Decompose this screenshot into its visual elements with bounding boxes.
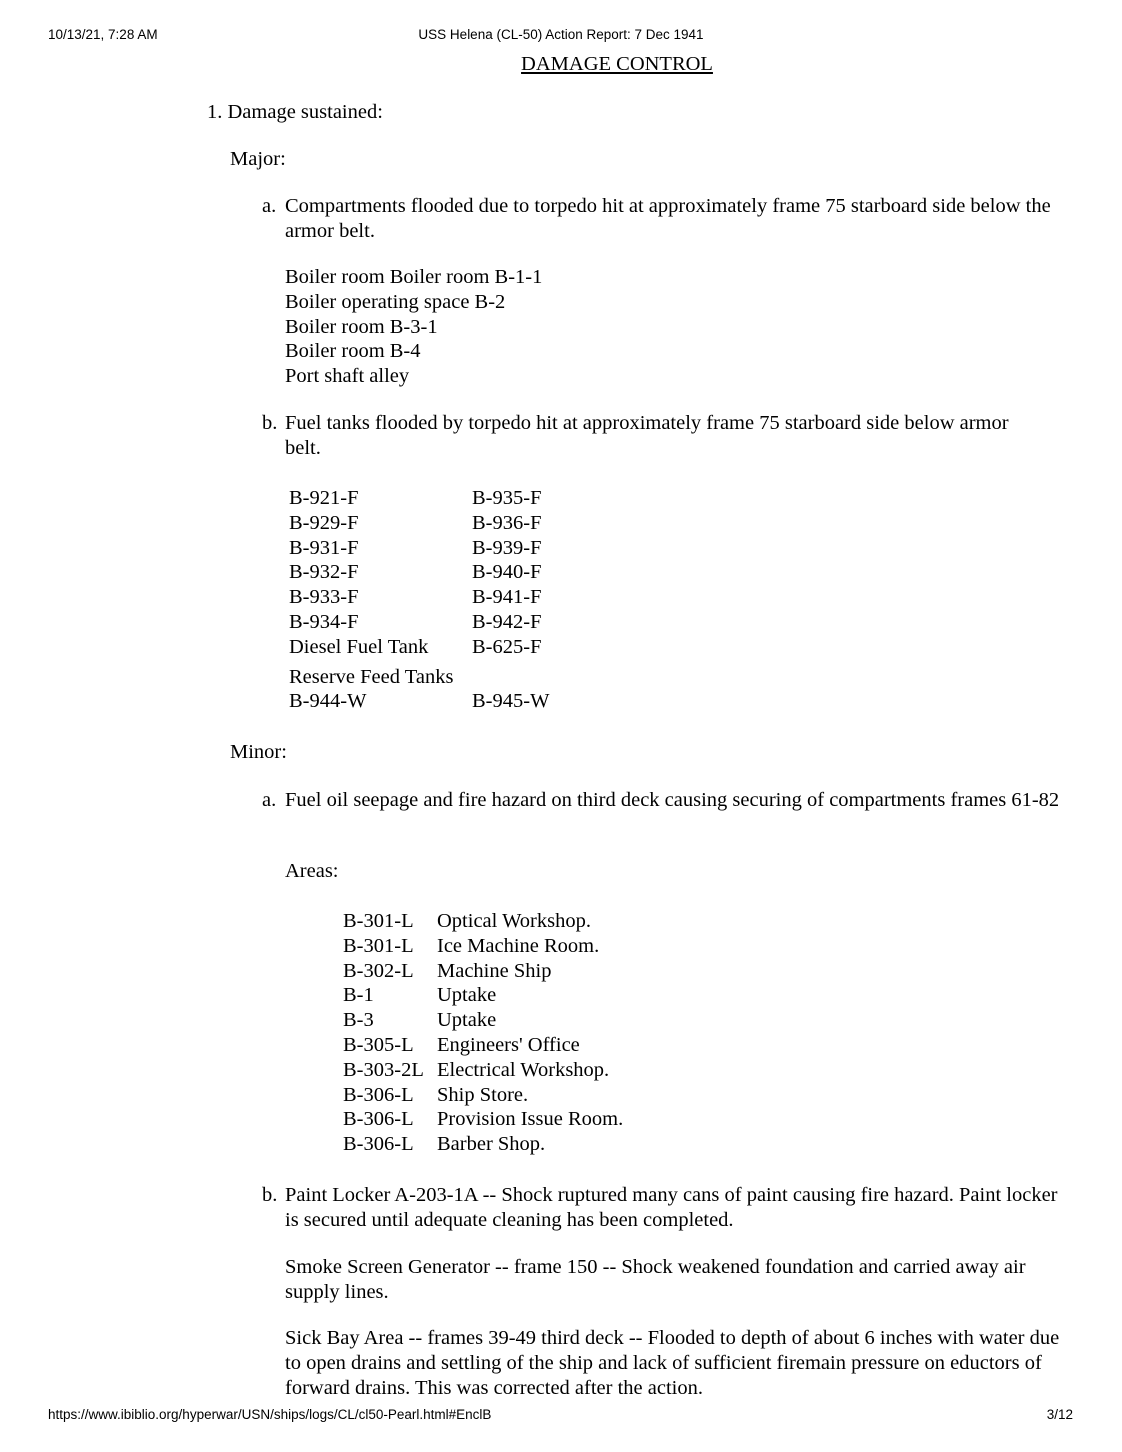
area-name: Uptake: [437, 1009, 497, 1032]
item-1-marker: 1.: [207, 101, 223, 123]
tank-cell: B-942-F: [472, 610, 542, 633]
tank-cell: B-941-F: [472, 586, 542, 609]
table-row: [343, 1083, 623, 1108]
area-code: B-305-L: [343, 1033, 414, 1056]
major-item-b: [262, 411, 1022, 461]
minor-b-marker: b.: [262, 1184, 278, 1206]
area-name: Ice Machine Room.: [437, 934, 600, 957]
area-code: B-3: [343, 1009, 374, 1032]
print-datetime: 10/13/21, 7:28 AM: [48, 27, 158, 42]
tank-cell: B-939-F: [472, 536, 542, 559]
minor-heading: Minor:: [230, 741, 287, 763]
major-b-text: Fuel tanks flooded by torpedo hit at approximately frame 75 starboard side below armor belt.: [285, 412, 1009, 459]
area-code: B-301-L: [343, 910, 414, 932]
smoke-screen-paragraph: Smoke Screen Generator -- frame 150 -- Shock weakened foundation and carried away air supply lines.: [285, 1256, 1026, 1303]
tank-cell: B-934-F: [289, 610, 359, 633]
flooded-compartments-list: [285, 265, 542, 389]
reserve-tanks-table: [285, 689, 553, 714]
major-a-text: Compartments flooded due to torpedo hit at approximately frame 75 starboard side below the armor belt.: [285, 195, 1051, 242]
sick-bay-paragraph: Sick Bay Area -- frames 39-49 third deck -- Flooded to depth of about 6 inches with water due to open drains and settling of the ship and lack of sufficient firemain pressure on eductors of forward drains. This was corrected after the action.: [285, 1327, 1060, 1399]
table-row: [285, 585, 545, 610]
table-row: [285, 486, 545, 511]
area-code: B-303-2L: [343, 1058, 424, 1081]
area-code: B-306-L: [343, 1108, 414, 1131]
table-row: [343, 1132, 623, 1157]
compartment-item: Boiler room B-3-1: [285, 315, 438, 338]
minor-a-text: Fuel oil seepage and fire hazard on third deck causing securing of compartments frames 61-82: [285, 789, 1060, 811]
fuel-tanks-table: [285, 486, 545, 660]
table-row: [343, 1033, 623, 1058]
tank-cell: B-935-F: [472, 487, 542, 509]
area-name: Electrical Workshop.: [437, 1058, 610, 1081]
area-code: B-306-L: [343, 1083, 414, 1106]
area-code: B-302-L: [343, 959, 414, 982]
table-row: [285, 610, 545, 635]
area-name: Machine Ship: [437, 959, 552, 982]
tank-cell: B-921-F: [289, 487, 359, 509]
area-code: B-1: [343, 984, 374, 1007]
compartment-item: Boiler operating space B-2: [285, 290, 506, 313]
print-doc-title: USS Helena (CL-50) Action Report: 7 Dec 1941: [418, 27, 704, 42]
table-row: [285, 635, 545, 660]
tank-cell: B-944-W: [289, 690, 367, 712]
tank-cell: B-931-F: [289, 536, 359, 559]
major-a-marker: a.: [262, 195, 277, 217]
reserve-feed-tanks-heading: Reserve Feed Tanks: [289, 666, 454, 688]
table-row: [285, 536, 545, 561]
area-name: Optical Workshop.: [437, 910, 591, 932]
table-row: [285, 511, 545, 536]
area-code: B-301-L: [343, 934, 414, 957]
table-row: [343, 1107, 623, 1132]
section-title: DAMAGE CONTROL: [521, 53, 713, 75]
area-name: Barber Shop.: [437, 1133, 546, 1156]
paint-locker-paragraph: Paint Locker A-203-1A -- Shock ruptured many cans of paint causing fire hazard. Paint locker is secured until adequate cleaning has been completed.: [285, 1184, 1058, 1231]
tank-cell: Diesel Fuel Tank: [289, 635, 429, 658]
table-row: [343, 1058, 623, 1083]
tank-cell: B-940-F: [472, 561, 542, 584]
table-row: [343, 1008, 623, 1033]
tank-cell: B-932-F: [289, 561, 359, 584]
table-row: [343, 909, 623, 934]
item-1-label: Damage sustained:: [227, 101, 383, 123]
print-url: https://www.ibiblio.org/hyperwar/USN/ships/logs/CL/cl50-Pearl.html#EnclB: [48, 1407, 492, 1422]
table-row: [343, 959, 623, 984]
tank-cell: B-933-F: [289, 586, 359, 609]
tank-cell: B-945-W: [472, 690, 550, 712]
item-1: [207, 100, 383, 125]
tank-cell: B-936-F: [472, 511, 542, 534]
tank-cell: B-929-F: [289, 511, 359, 534]
major-heading: Major:: [230, 148, 286, 170]
tank-cell: B-625-F: [472, 635, 542, 658]
minor-a-marker: a.: [262, 789, 277, 811]
minor-item-b: [262, 1183, 1072, 1233]
area-name: Engineers' Office: [437, 1033, 580, 1056]
area-name: Uptake: [437, 984, 497, 1007]
page-number: 3/12: [1046, 1407, 1073, 1422]
minor-item-a: [262, 788, 1072, 813]
compartment-item: Boiler room Boiler room B-1-1: [285, 266, 543, 288]
compartment-item: Port shaft alley: [285, 365, 410, 388]
table-row: [285, 689, 553, 714]
areas-table: [343, 909, 623, 1157]
area-code: B-306-L: [343, 1133, 414, 1156]
areas-label: Areas:: [285, 860, 339, 882]
area-name: Ship Store.: [437, 1083, 529, 1106]
major-item-a: [262, 194, 1052, 244]
table-row: [343, 934, 623, 959]
compartment-item: Boiler room B-4: [285, 340, 421, 363]
table-row: [285, 560, 545, 585]
area-name: Provision Issue Room.: [437, 1108, 624, 1131]
major-b-marker: b.: [262, 412, 278, 434]
table-row: [343, 983, 623, 1008]
